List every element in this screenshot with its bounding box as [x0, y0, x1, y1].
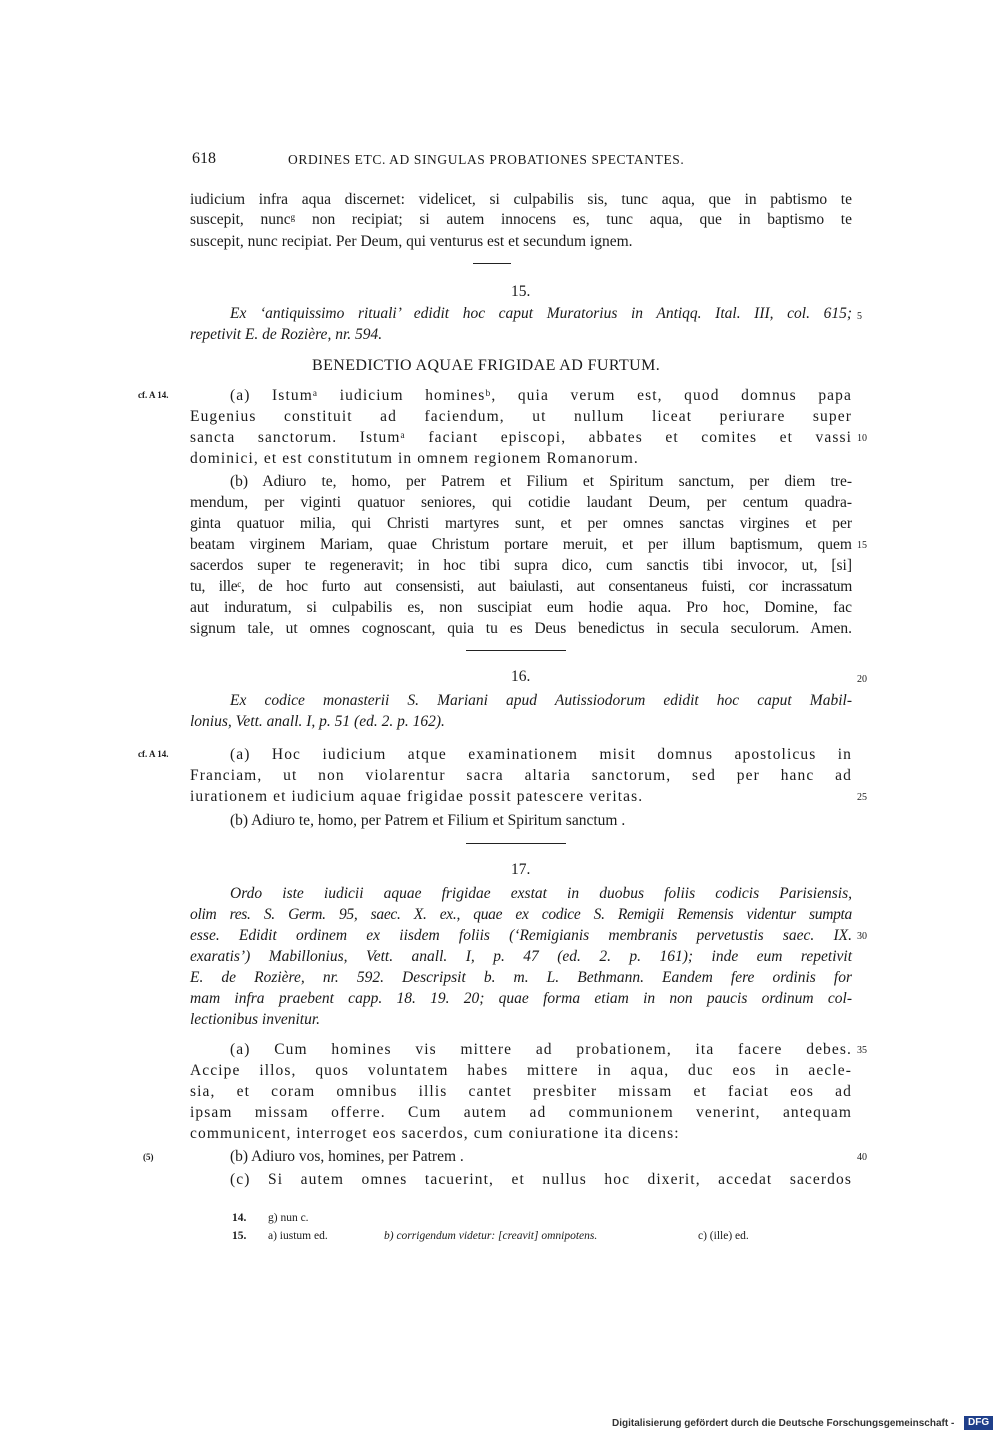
section-17-para-a: sia, et coram omnibus illis cantet presbiter missam et faciat eos ad: [190, 1083, 852, 1100]
section-16-para-a: Franciam, ut non violarentur sacra altaria sanctorum, sed per hanc ad: [190, 767, 852, 784]
section-17-para-c: (c) Si autem omnes tacuerint, et nullus hoc dixerit, accedat sacerdos: [230, 1171, 852, 1188]
margin-reference: (5): [143, 1152, 154, 1162]
section-15-title: BENEDICTIO AQUAE FRIGIDAE AD FURTUM.: [312, 357, 661, 374]
section-16-para-b: (b) Adiuro te, homo, per Patrem et Filium et Spiritum sanctum .: [230, 812, 626, 829]
section-17-para-b: (b) Adiuro vos, homines, per Patrem .: [230, 1148, 464, 1165]
footnote-15-b: b) corrigendum videtur: [creavit] omnipotens.: [384, 1230, 598, 1242]
section-17-source: exaratis’) Mabillonius, Vett. anall. I, p. 47 (ed. 2. p. 161); inde eum repetivit: [190, 948, 852, 965]
section-15-source: Ex ‘antiquissimo rituali’ edidit hoc caput Muratorius in Antiqq. Ital. III, col. 615;: [230, 305, 852, 322]
line-number: 20: [857, 674, 867, 685]
section-17-source: olim res. S. Germ. 95, saec. X. ex., quae ex codice S. Remigii Remensis videntur sumpta: [190, 906, 852, 923]
intro-line: suscepit, nunc recipiat. Per Deum, qui venturus est et secundum ignem.: [190, 233, 633, 250]
line-number: 35: [857, 1045, 867, 1056]
section-15-para-a: (a) Istumᵃ iudicium hominesᵇ, quia verum est, quod domnus papa: [230, 387, 852, 404]
section-17-source: E. de Rozière, nr. 592. Descripsit b. m. L. Bethmann. Eandem fere ordinis for: [190, 969, 852, 986]
margin-reference: cf. A 14.: [138, 390, 169, 400]
digitization-credit: Digitalisierung gefördert durch die Deutsche Forschungsgemeinschaft -: [612, 1418, 955, 1429]
section-17-source: mam infra praebent capp. 18. 19. 20; quae forma etiam in non paucis ordinum col-: [190, 990, 852, 1007]
section-15-para-a: Eugenius constituit ad faciendum, ut nullum liceat periurare super: [190, 408, 852, 425]
margin-reference: cf. A 14.: [138, 749, 169, 759]
section-17-source: esse. Edidit ordinem ex iisdem foliis (‘Remigianis membranis pervetustis saec. IX.: [190, 927, 852, 944]
line-number: 25: [857, 792, 867, 803]
separator-short: [473, 263, 511, 264]
footnote-15-a: a) iustum ed.: [268, 1230, 328, 1242]
section-16-source: Ex codice monasterii S. Mariani apud Autissiodorum edidit hoc caput Mabil-: [230, 692, 852, 709]
line-number: 5: [857, 311, 862, 322]
line-number: 30: [857, 931, 867, 942]
section-15-para-b: aut induratum, si culpabilis es, non suscipiat eum hodie aqua. Pro hoc, Domine, fac: [190, 599, 852, 616]
section-15-para-b: mendum, per viginti quatuor seniores, qui cotidie laudant Deum, per centum quadra-: [190, 494, 852, 511]
section-16-para-a: (a) Hoc iudicium atque examinationem misit domnus apostolicus in: [230, 746, 852, 763]
section-16-para-a: iurationem et iudicium aquae frigidae possit patescere veritas.: [190, 788, 644, 805]
section-17-para-a: Accipe illos, quos voluntatem habes mittere in aqua, duc eos in aecle-: [190, 1062, 852, 1079]
section-16-number: 16.: [511, 668, 531, 685]
page-number: 618: [192, 150, 216, 167]
section-15-para-b: ginta quatuor milia, qui Christi martyres sunt, et per omnes sanctas virgines et per: [190, 515, 852, 532]
footnote-15-c: c) (ille) ed.: [698, 1230, 749, 1242]
line-number: 40: [857, 1152, 867, 1163]
section-15-number: 15.: [511, 283, 531, 300]
section-15-para-a: sancta sanctorum. Istumᵃ faciant episcopi, abbates et comites et vassi: [190, 429, 852, 446]
separator: [466, 650, 566, 651]
running-title: ORDINES ETC. AD SINGULAS PROBATIONES SPECTANTES.: [288, 152, 685, 167]
footnote-14-text: g) nun c.: [268, 1212, 309, 1224]
intro-line: iudicium infra aqua discernet: videlicet, si culpabilis sis, tunc aqua, que in pabtismo te: [190, 191, 852, 208]
section-15-para-b: beatam virginem Mariam, quae Christum portare meruit, et per illum baptismum, quem: [190, 536, 852, 553]
section-17-para-a: communicent, interroget eos sacerdos, cum coniuratione ita dicens:: [190, 1125, 680, 1142]
line-number: 10: [857, 433, 867, 444]
section-16-source: lonius, Vett. anall. I, p. 51 (ed. 2. p. 162).: [190, 713, 445, 730]
separator: [466, 843, 566, 844]
footnote-15-label: 15.: [232, 1230, 247, 1242]
section-15-para-b: sacerdos super te regeneravit; in hoc tibi supra dico, cum sanctis tibi invocor, ut, [si]: [190, 557, 852, 574]
section-15-para-a: dominici, et est constitutum in omnem regionem Romanorum.: [190, 450, 639, 467]
intro-line: suscepit, nuncᵍ non recipiat; si autem innocens es, tunc aqua, que in baptismo te: [190, 211, 852, 228]
section-15-source: repetivit E. de Rozière, nr. 594.: [190, 326, 383, 343]
section-17-source: lectionibus invenitur.: [190, 1011, 321, 1028]
section-15-para-b: tu, illeᶜ, de hoc furto aut consensisti, aut baiulasti, aut consentaneus fuisti, cor incrassatum: [190, 578, 852, 595]
line-number: 15: [857, 540, 867, 551]
section-15-para-b: (b) Adiuro te, homo, per Patrem et Filium et Spiritum sanctum, per diem tre-: [230, 473, 852, 490]
dfg-logo: DFG: [964, 1416, 993, 1430]
section-17-number: 17.: [511, 861, 531, 878]
section-17-source: Ordo iste iudicii aquae frigidae exstat in duobus foliis codicis Parisiensis,: [230, 885, 852, 902]
section-15-para-b: signum tale, ut omnes cognoscant, quia tu es Deus benedictus in secula seculorum. Amen.: [190, 620, 852, 637]
section-17-para-a: ipsam missam offerre. Cum autem ad communionem venerint, antequam: [190, 1104, 852, 1121]
footnote-14-label: 14.: [232, 1212, 247, 1224]
section-17-para-a: (a) Cum homines vis mittere ad probationem, ita facere debes.: [230, 1041, 852, 1058]
